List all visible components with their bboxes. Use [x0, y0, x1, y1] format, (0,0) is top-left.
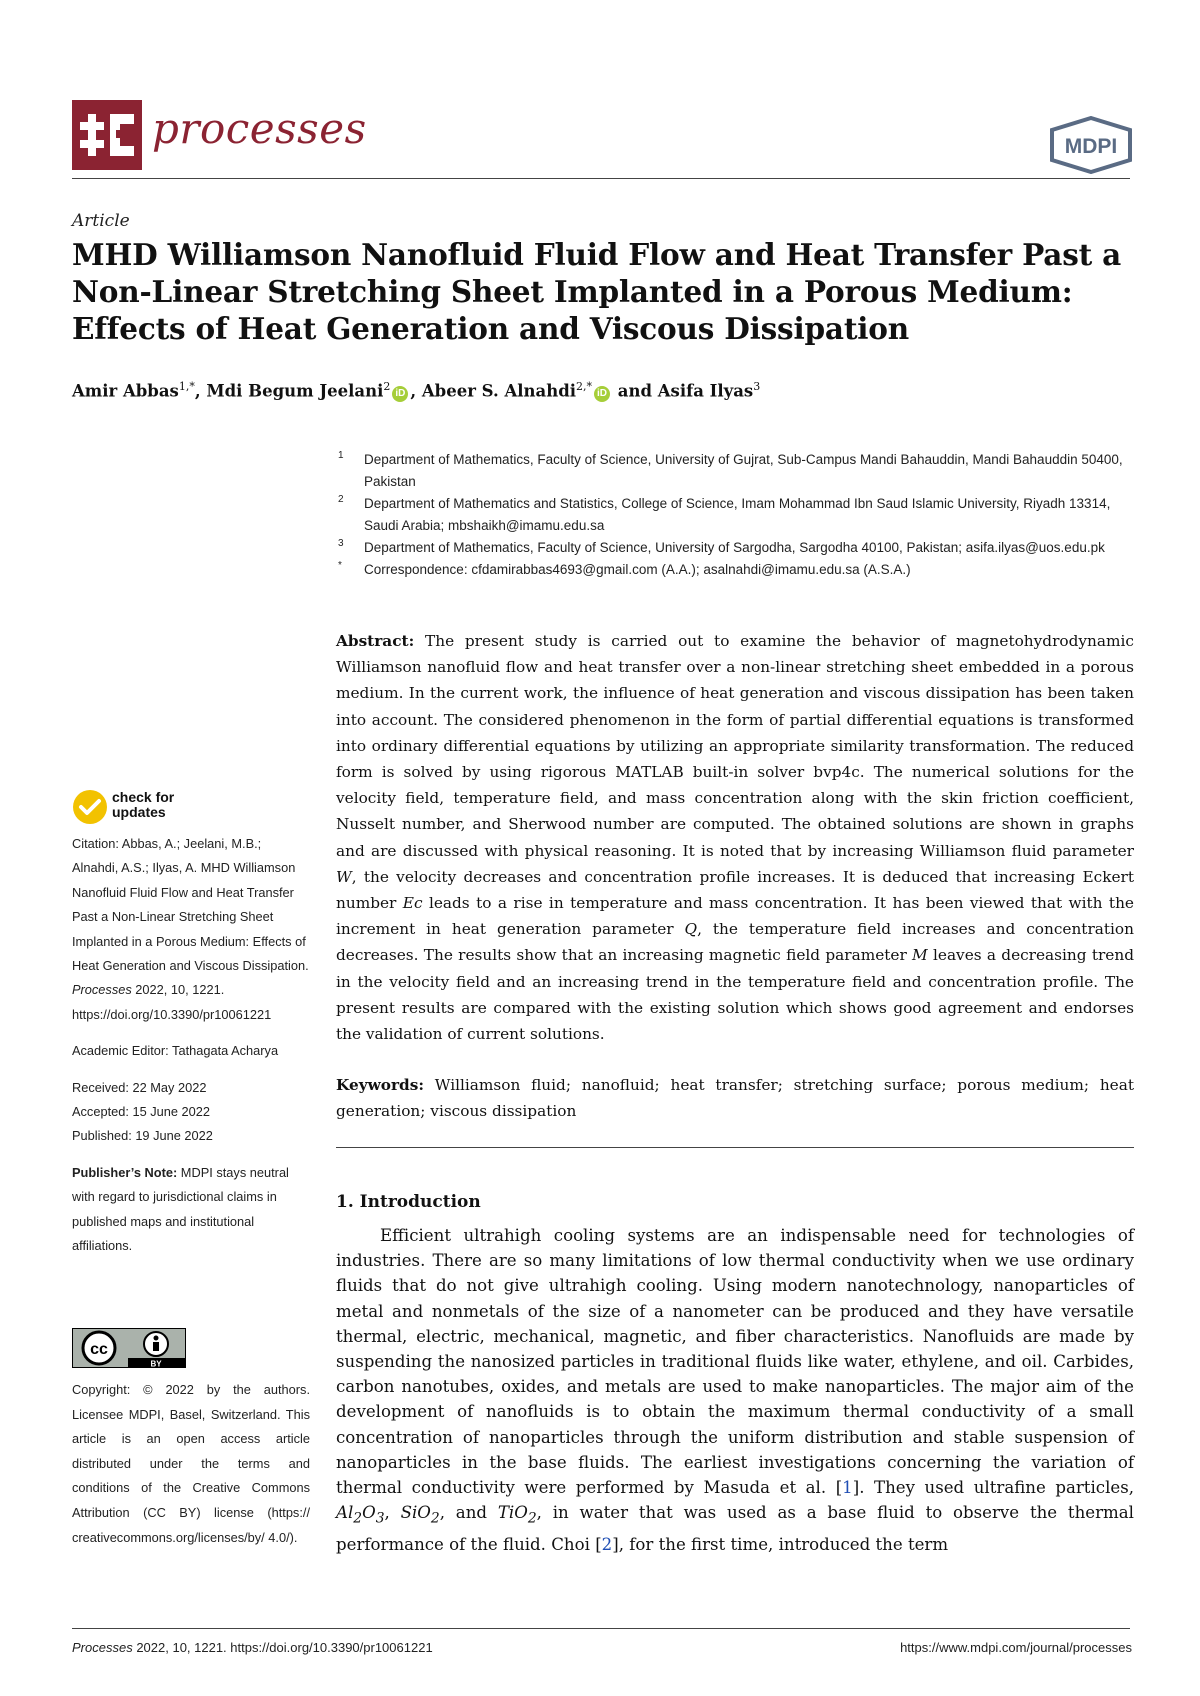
- reference-link-2[interactable]: 2: [601, 1534, 613, 1554]
- keywords-text: Williamson fluid; nanofluid; heat transfer; stretching surface; porous medium; heat generation; viscous dissipation: [336, 1076, 1134, 1121]
- author-name: Asifa Ilyas: [657, 381, 754, 401]
- abstract-text: The present study is carried out to examine the behavior of magnetohydrodynamic Williamson nanofluid flow and heat transfer over a non-linear stretching sheet embedded in a porous medium. In the current work, the influence of heat generation and viscous dissipation has been taken into account. The considered phenomenon in the form of partial differential equations is transformed into ordinary differential equations by utilizing an appropriate similarity transformation. The reduced form is solved by using rigorous MATLAB built-in solver bvp4c. The numerical solutions for the velocity field, temperature field, and mass concentration along with the skin friction coefficient, Nusselt number, and Sherwood number are computed. The obtained solutions are shown in graphs and are discussed with physical reasoning. It is noted that by increasing Williamson fluid parameter: [336, 632, 1134, 860]
- author-name: Amir Abbas: [72, 381, 179, 401]
- intro-text: ], for the first time, introduced the term: [612, 1534, 949, 1554]
- mdpi-logo: [1048, 116, 1134, 174]
- check-updates-icon: [72, 789, 108, 825]
- orcid-icon[interactable]: iD: [594, 386, 610, 402]
- symbol-ec: Ec: [402, 894, 423, 913]
- abstract-text: , the temperature field increases and concentration decreases. The results show that an increasing magnetic field parameter: [336, 920, 1134, 965]
- article-type: Article: [72, 211, 130, 231]
- formula-sio2: SiO$_2$: [400, 1503, 440, 1527]
- affiliation-text: Department of Mathematics, Faculty of Science, University of Sargodha, Sargodha 40100, Pakistan; asifa.ilyas@uos.edu.pk: [364, 540, 1105, 555]
- published-date: Published: 19 June 2022: [72, 1128, 213, 1144]
- intro-heading: 1. Introduction: [336, 1192, 481, 1212]
- abstract-label: Abstract:: [336, 632, 415, 650]
- author-list: [72, 380, 760, 402]
- symbol-m: M: [912, 946, 928, 965]
- article-info-sidebar: [72, 832, 310, 1271]
- author-separator: and: [612, 381, 658, 401]
- journal-name: processes: [152, 104, 367, 153]
- affiliation-text: Department of Mathematics and Statistics, College of Science, Imam Mohammad Ibn Saud Islamic University, Riyadh 13314, Saudi Arabia; mbshaikh@imamu.edu.sa: [364, 496, 1111, 533]
- reference-link-1[interactable]: 1: [842, 1478, 853, 1498]
- affiliation-item: [334, 449, 1144, 493]
- check-updates-label: check for updates: [112, 789, 175, 820]
- formula-al2o3: $Al_2O_3$: [336, 1503, 385, 1527]
- academic-editor: Academic Editor: Tathagata Acharya: [72, 1043, 279, 1059]
- author-affiliation-marker: 2: [383, 380, 391, 393]
- footer-citation: Processes 2022, 10, 1221. https://doi.org/10.3390/pr10061221: [72, 1640, 433, 1655]
- intro-text: ]. They used ultrafine particles,: [852, 1478, 1134, 1498]
- author-affiliation-marker: 1,*: [178, 380, 195, 393]
- affiliation-item: [334, 537, 1144, 559]
- received-date: Received: 22 May 2022: [72, 1079, 207, 1095]
- affiliation-text: Correspondence: cfdamirabbas4693@gmail.com (A.A.); asalnahdi@imamu.edu.sa (A.S.A.): [364, 562, 911, 577]
- footer-journal-url[interactable]: https://www.mdpi.com/journal/processes: [900, 1640, 1132, 1655]
- header-rule: [72, 178, 1130, 179]
- orcid-icon[interactable]: iD: [392, 386, 408, 402]
- citation-block: Citation: Abbas, A.; Jeelani, M.B.; Alnahdi, A.S.; Ilyas, A. MHD Williamson Nanofluid Fluid Flow and Heat Transfer Past a Non-Linear Stretching Sheet Implanted in a Porous Medium: Effects of Heat Generation and Viscous Dissipation. Processes 2022, 10, 1221. https://doi.org/10.3390/pr10061221: [72, 836, 309, 1022]
- by-icon: BY: [150, 1359, 162, 1368]
- check-for-updates-button[interactable]: [72, 789, 212, 825]
- intro-text: , and: [439, 1503, 498, 1523]
- symbol-w: W: [336, 867, 352, 886]
- author-separator: ,: [410, 381, 422, 401]
- mdpi-logo-text: MDPI: [1064, 135, 1118, 158]
- author-affiliation-marker: 2,*: [576, 380, 593, 393]
- formula-tio2: TiO$_2$: [497, 1503, 537, 1527]
- author-name: Abeer S. Alnahdi: [421, 381, 577, 401]
- affiliation-number: 2: [338, 494, 344, 505]
- section-rule: [336, 1147, 1134, 1148]
- affiliation-number: 3: [338, 538, 344, 549]
- publisher-note: Publisher’s Note: MDPI stays neutral with regard to jurisdictional claims in published maps and institutional affiliations.: [72, 1164, 289, 1254]
- footer-rule: [72, 1628, 1130, 1629]
- copyright-notice: Copyright: © 2022 by the authors. Licensee MDPI, Basel, Switzerland. This article is an open access article distributed under the terms and conditions of the Creative Commons Attribution (CC BY) license (https:// creativecommons.org/licenses/by/ 4.0/).: [72, 1382, 310, 1545]
- intro-paragraph: [336, 1223, 1134, 1557]
- abstract-text: , the velocity decreases and concentration profile increases. It is deduced that increasing Eckert number: [336, 867, 1134, 913]
- intro-text: ,: [384, 1503, 401, 1523]
- abstract: [336, 628, 1134, 1047]
- cc-icon: cc: [90, 1341, 108, 1358]
- article-title: MHD Williamson Nanofluid Fluid Flow and Heat Transfer Past a Non-Linear Stretching Sheet Implanted in a Porous Medium: Effects of Heat Generation and Viscous Dissipation: [72, 237, 1122, 346]
- author-affiliation-marker: 3: [753, 380, 761, 393]
- abstract-text: leaves a decreasing trend in the velocity field and an increasing trend in the temperature field and concentration profile. The present results are compared with the existing solution which shows good agreement and endorses the validation of current solutions.: [336, 946, 1134, 1044]
- symbol-q: Q: [684, 920, 698, 939]
- cc-by-license-badge[interactable]: [72, 1328, 186, 1368]
- author-separator: ,: [194, 381, 207, 401]
- affiliation-text: Department of Mathematics, Faculty of Science, University of Gujrat, Sub-Campus Mandi Bahauddin, Mandi Bahauddin 50400, Pakistan: [364, 452, 1123, 489]
- accepted-date: Accepted: 15 June 2022: [72, 1104, 211, 1120]
- affiliations: [334, 449, 1144, 581]
- keywords: [336, 1072, 1134, 1124]
- intro-text: , in water that was used as a base fluid to observe the thermal performance of the fluid. Choi [: [336, 1503, 1134, 1554]
- journal-logo: [72, 100, 142, 170]
- affiliation-number: 1: [338, 450, 344, 461]
- intro-text: Efficient ultrahigh cooling systems are an indispensable need for technologies of industries. There are so many limitations of low thermal conductivity when we use ordinary fluids that do not give ultrahigh cooling. Using modern nanotechnology, nanoparticles of metal and nonmetals of the size of a nanometer can be produced and they have versatile thermal, electric, mechanical, magnetic, and fiber characteristics. Nanofluids are made by suspending the nanosized particles in traditional fluids like water, ethylene, and oil. Carbides, carbon nanotubes, oxides, and metals are used to make nanoparticles. The major aim of the development of nanofluids is to obtain the maximum thermal conductivity of a small concentration of nanoparticles through the uniform distribution and stable suspension of nanoparticles in the base fluids. The earliest investigations concerning the variation of thermal conductivity were performed by Masuda et al. [: [336, 1226, 1134, 1498]
- affiliation-number: *: [338, 560, 342, 571]
- keywords-label: Keywords:: [336, 1076, 424, 1094]
- affiliation-item: [334, 559, 1144, 581]
- abstract-text: leads to a rise in temperature and mass concentration. It has been viewed that with the increment in heat generation parameter: [336, 894, 1134, 939]
- author-name: Mdi Begum Jeelani: [206, 381, 384, 401]
- affiliation-item: [334, 493, 1144, 537]
